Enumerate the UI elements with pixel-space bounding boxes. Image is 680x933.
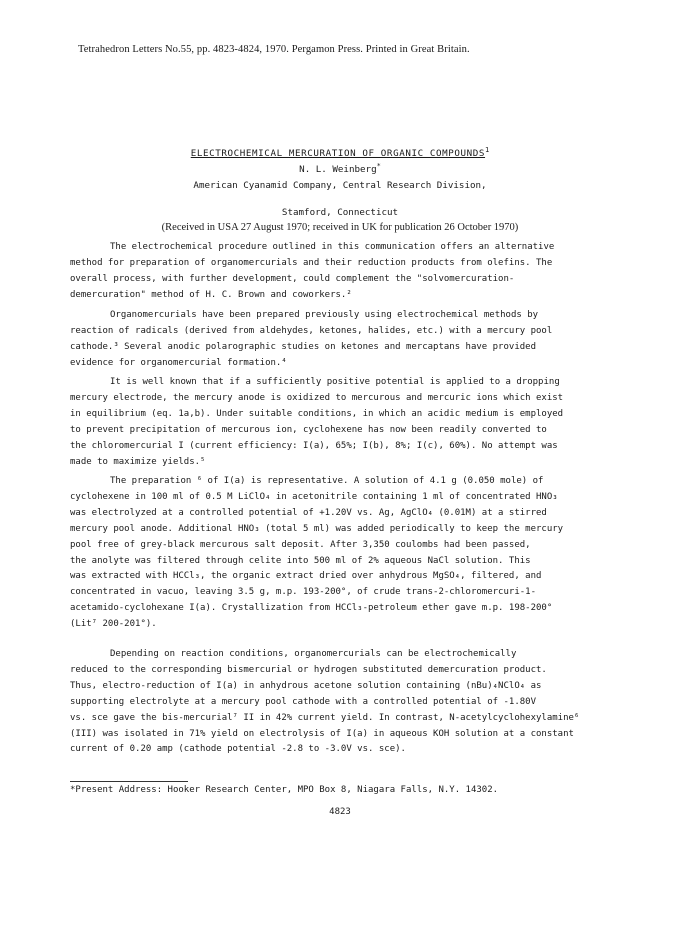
text-line: Thus, electro-reduction of I(a) in anhydrous acetone solution containing (nBu)₄NClO₄ as (70, 680, 542, 691)
text-line: reduced to the corresponding bismercurial or hydrogen substituted demercuration product. (70, 664, 547, 675)
footnote: *Present Address: Hooker Research Center, MPO Box 8, Niagara Falls, N.Y. 14302. (70, 785, 499, 795)
text-line: cathode.³ Several anodic polarographic studies on ketones and mercaptans have provided (70, 341, 536, 352)
paragraph-5 (70, 647, 590, 758)
text-line: mercury electrode, the mercury anode is oxidized to mercurous and mercuric ions which exist (70, 392, 564, 403)
location: Stamford, Connecticut (281, 207, 399, 218)
article-title-line (0, 146, 680, 159)
paragraph-4 (70, 474, 590, 633)
text-line: was extracted with HCCl₃, the organic extract dried over anhydrous MgSO₄, filtered, and (70, 571, 542, 582)
author-footnote-marker: * (376, 162, 381, 170)
text-line: supporting electrolyte at a mercury pool cathode with a controlled potential of -1.80V (70, 696, 536, 707)
text-line: demercuration" method of H. C. Brown and coworkers.² (70, 289, 352, 300)
journal-header: Tetrahedron Letters No.55, pp. 4823-4824, 1970. Pergamon Press. Printed in Great Britain. (78, 44, 470, 55)
text-line: the chloromercurial I (current efficiency: I(a), 65%; I(b), 8%; I(c), 60%). No attempt was (70, 440, 558, 451)
text-line: acetamido-cyclohexane I(a). Crystallization from HCCl₃-petroleum ether gave m.p. 198-200° (70, 603, 553, 614)
text-line: evidence for organomercurial formation.⁴ (70, 357, 287, 368)
text-line: The preparation ⁶ of I(a) is representative. A solution of 4.1 g (0.050 mole) of (110, 476, 544, 486)
author-line (0, 162, 680, 175)
text-line: concentrated in vacuo, leaving 3.5 g, m.p. 193-200°, of crude trans-2-chloromercuri-1- (70, 587, 536, 598)
text-line: The electrochemical procedure outlined in this communication offers an alternative (110, 242, 555, 252)
affiliation: American Cyanamid Company, Central Research Division, (193, 180, 487, 191)
paragraph-1 (70, 240, 590, 304)
page-number: 4823 (329, 807, 351, 817)
text-line: in equilibrium (eq. 1a,b). Under suitable conditions, in which an acidic medium is employed (70, 408, 564, 419)
text-line: current of 0.20 amp (cathode potential -2.8 to -3.0V vs. sce). (70, 744, 406, 755)
text-line: pool free of grey-black mercurous salt deposit. After 3,350 coulombs had been passed, (70, 539, 531, 550)
paragraph-3 (70, 375, 590, 470)
text-line: the anolyte was filtered through celite into 500 ml of 2% aqueous NaCl solution. This (70, 555, 531, 566)
footnote-rule (70, 781, 188, 782)
text-line: (III) was isolated in 71% yield on electrolysis of I(a) in aqueous KOH solution at a constant (70, 728, 574, 739)
text-line: reaction of radicals (derived from aldehydes, ketones, halides, etc.) with a mercury pool (70, 325, 553, 336)
text-line: Organomercurials have been prepared previously using electrochemical methods by (110, 310, 539, 320)
text-line: made to maximize yields.⁵ (70, 456, 206, 467)
text-line: was electrolyzed at a controlled potential of +1.20V vs. Ag, AgClO₄ (0.01M) at a stirred (70, 507, 547, 518)
text-line: overall process, with further development, could complement the "solvomercuration- (70, 273, 515, 284)
text-line: vs. sce gave the bis-mercurial⁷ II in 42% current yield. In contrast, N-acetylcyclohexylamine⁶ (70, 712, 580, 723)
text-line: It is well known that if a sufficiently positive potential is applied to a dropping (110, 377, 560, 387)
text-line: method for preparation of organomercurials and their reduction products from olefins. The (70, 257, 553, 268)
text-line: Depending on reaction conditions, organomercurials can be electrochemically (110, 649, 517, 659)
text-line: to prevent precipitation of mercurous ion, cyclohexene has now been readily converted to (70, 424, 547, 435)
received-dates: (Received in USA 27 August 1970; received in UK for publication 26 October 1970) (161, 222, 519, 233)
paragraph-2 (70, 308, 590, 372)
article-title: ELECTROCHEMICAL MERCURATION OF ORGANIC COMPOUNDS (190, 148, 486, 160)
text-line: (Lit⁷ 200-201°). (70, 619, 157, 630)
title-footnote-marker: 1 (485, 146, 490, 154)
text-line: cyclohexene in 100 ml of 0.5 M LiClO₄ in acetonitrile containing 1 ml of concentrated HNO₃ (70, 491, 558, 502)
author-name: N. L. Weinberg (299, 164, 377, 176)
text-line: mercury pool anode. Additional HNO₃ (total 5 ml) was added periodically to keep the mercury (70, 523, 564, 534)
